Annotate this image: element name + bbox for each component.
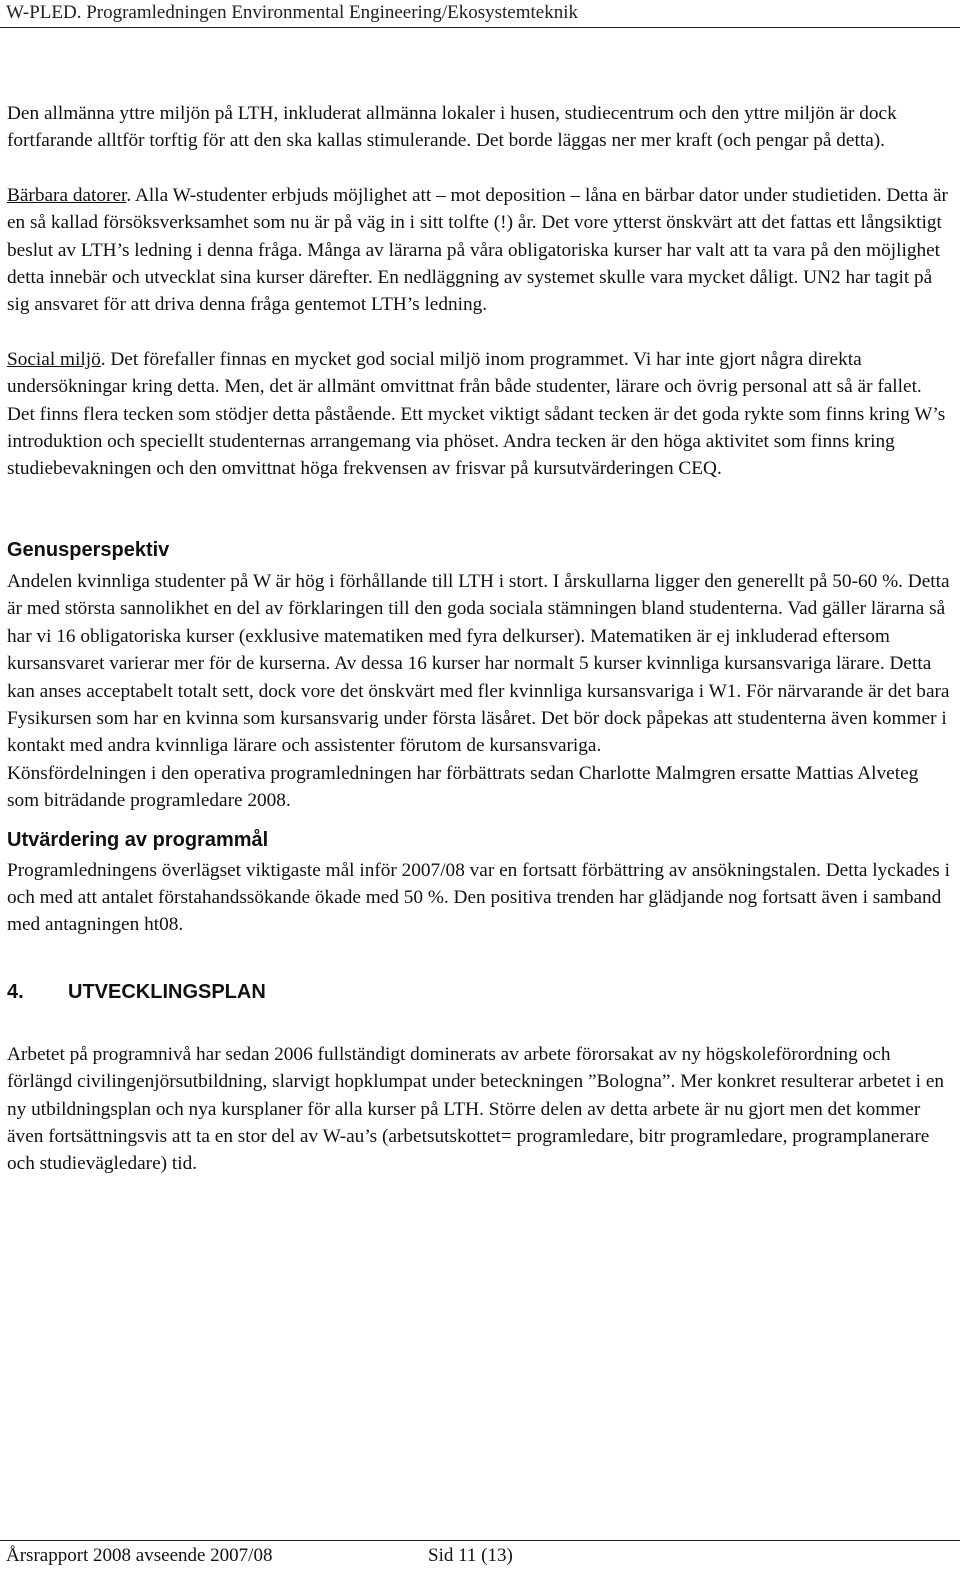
paragraph-development-plan: Arbetet på programnivå har sedan 2006 fullständigt dominerats av arbete förorsakat av ny högskoleförordning och förlängd civilingenjörsutbildning, slarvigt hopklumpat under beteckningen ”Bologna”. Mer konkret resulterar arbetet i en ny utbildningsplan och nya kursplaner för alla kurser på LTH. Större delen av detta arbete är nu gjort men det kommer även fortsättningsvis att ta en stor del av W-au’s (arbetsutskottet= programledare, bitr programledare, programplanerare och studievägledare) tid. [7,1043,945,1175]
paragraph-gender-students: Andelen kvinnliga studenter på W är hög i förhållande till LTH i stort. I årskullarna ligger den generellt på 50-60 %. Detta är med största sannolikhet en del av förklaringen till den goda sociala stämningen bland studenterna. Vad gäller lärarna så har vi 16 obligatoriska kurser (exklusive matematiken med fyra delkurser). Matematiken är ej inkluderad eftersom kursansvaret varierar mer för de kurserna. Av dessa 16 kurser har normalt 5 kurser kvinnliga kursansvariga lärare. Detta kan anses acceptabelt totalt sett, dock vore det önskvärt med fler kvinnliga kursansvariga i W1. För närvarande är det bara Fysikursen som har en kvinna som kursansvarig under första läsåret. Det bör dock påpekas att studenterna även kommer i kontakt med andra kvinnliga lärare och assistenter förutom de kursansvariga. [7,570,950,757]
paragraph-spacer [7,155,953,182]
section-spacer [7,939,953,977]
header-divider [0,27,960,28]
heading-utvardering: Utvärdering av programmål [7,828,269,851]
footer-report-title: Årsrapport 2008 avseende 2007/08 [6,1545,273,1566]
running-header: W-PLED. Programledningen Environmental Engineering/Ekosystemteknik [6,2,578,23]
heading-section-4 [7,977,953,1007]
paragraph-social-environment [7,346,953,483]
heading-genusperspektiv: Genusperspektiv [7,538,170,561]
footer-divider [0,1540,960,1541]
social-text: . Det förefaller finnas en mycket god social miljö inom programmet. Vi har inte gjort några direkta undersökningar kring detta. Men, det är allmänt omvittnat från både studenter, lärare och övrig personal att så är fallet. Det finns flera tecken som stödjer detta påstående. Ett mycket viktigt sådant tecken är det goda rykte som finns kring W’s introduktion och speciellt studenternas arrangemang via phöset. Andra tecken är den höga aktivitet som finns kring studiebevakningen och den omvittnat höga frekvensen av frisvar på kursutvärderingen CEQ. [7,348,946,480]
laptops-text: . Alla W-studenter erbjuds möjlighet att – mot deposition – låna en bärbar dator under studietiden. Detta är en så kallad försöksverksamhet som nu är på väg in i sitt tolfte (!) år. Det vore ytterst önskvärt att det fattas ett långsiktigt beslut av LTH’s ledning i denna fråga. Många av lärarna på våra obligatoriska kurser har valt att ta vara på den möjlighet detta innebär och utvecklat sina kurser därefter. En nedläggning av systemet skulle vara mycket dåligt. UN2 har tagit på sig ansvaret för att driva denna fråga gentemot LTH’s ledning. [7,184,948,316]
document-body [7,100,953,1178]
paragraph-laptops [7,182,953,319]
social-title: Social miljö [7,348,101,370]
section-spacer [7,1007,953,1041]
paragraph-gender-management: Könsfördelningen i den operativa programledningen har förbättrats sedan Charlotte Malmgren ersatte Mattias Alveteg som biträdande programledare 2008. [7,762,919,812]
section-spacer [7,483,953,533]
paragraph-program-goals: Programledningens överlägset viktigaste mål inför 2007/08 var en fortsatt förbättring av ansökningstalen. Detta lyckades i och med att antalet förstahandssökande ökade med 50 %. Den positiva trenden har glädjande nog fortsatt även i samband med antagningen ht08. [7,859,950,936]
paragraph-spacer [7,319,953,346]
laptops-title: Bärbara datorer [7,184,127,206]
paragraph-general-environment: Den allmänna yttre miljön på LTH, inkluderat allmänna lokaler i husen, studiecentrum och den yttre miljön är dock fortfarande alltför torftig för att den ska kallas stimulerande. Det borde läggas ner mer kraft (och pengar på detta). [7,103,897,152]
footer-page-number: Sid 11 (13) [428,1545,513,1566]
section-number: 4. [7,980,24,1003]
section-title: UTVECKLINGSPLAN [68,980,266,1003]
